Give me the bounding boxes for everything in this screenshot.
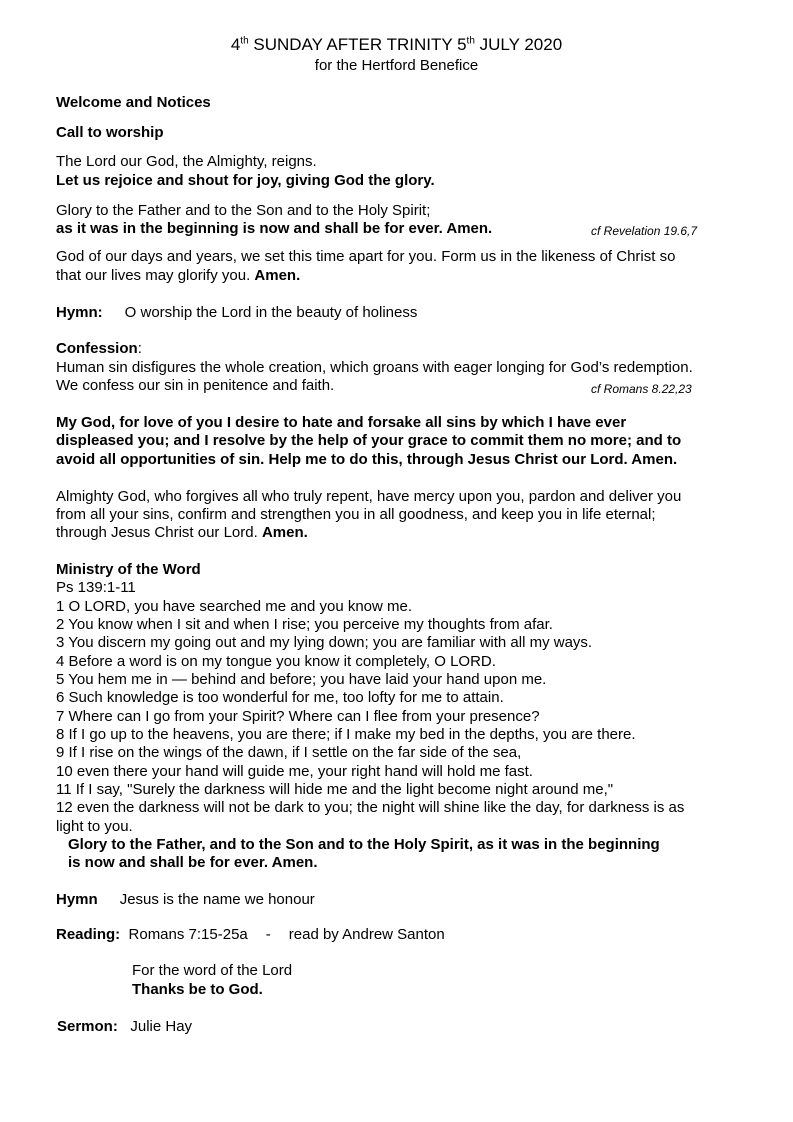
psalm-verse: 12 even the darkness will not be dark to you; the night will shine like the day, for darkness is as	[56, 799, 685, 816]
call-line-2: Let us rejoice and shout for joy, giving God the glory.	[56, 172, 435, 189]
reading-response-2: Thanks be to God.	[132, 981, 263, 998]
psalm-verse: 8 If I go up to the heavens, you are there; if I make my bed in the depths, you are there.	[56, 726, 636, 743]
psalm-verse: 7 Where can I go from your Spirit? Where can I flee from your presence?	[56, 708, 540, 725]
confession-prayer-line-2: displeased you; and I resolve by the help of your grace to commit them no more; and to	[56, 432, 682, 449]
opening-prayer-line-2: that our lives may glorify you. Amen.	[56, 267, 301, 284]
hymn-title: O worship the Lord in the beauty of holiness	[124, 304, 418, 321]
preacher: Julie Hay	[130, 1018, 193, 1035]
psalm-verse: 5 You hem me in — behind and before; you have laid your hand upon me.	[56, 671, 547, 688]
absolution-line-1: Almighty God, who forgives all who truly repent, have mercy upon you, pardon and deliver you	[56, 488, 682, 505]
call-to-worship-heading: Call to worship	[56, 124, 164, 141]
psalm-verse: light to you.	[56, 818, 133, 835]
hymn-title: Jesus is the name we honour	[119, 891, 315, 908]
psalm-verse: 4 Before a word is on my tongue you know it completely, O LORD.	[56, 653, 496, 670]
confession-heading: Confession:	[56, 340, 142, 357]
psalm-verse: 3 You discern my going out and my lying down; you are familiar with all my ways.	[56, 634, 593, 651]
sermon-line	[57, 1018, 192, 1036]
psalm-verse: 10 even there your hand will guide me, your right hand will hold me fast.	[56, 763, 533, 780]
revelation-reference: cf Revelation 19.6,7	[591, 224, 698, 238]
sermon-label: Sermon:	[57, 1018, 118, 1035]
hymn-label: Hymn	[56, 891, 98, 908]
hymn-label: Hymn:	[56, 304, 103, 321]
reading-text: Romans 7:15-25a	[128, 926, 248, 943]
psalm-verse: 2 You know when I sit and when I rise; you perceive my thoughts from afar.	[56, 616, 553, 633]
call-line-1: The Lord our God, the Almighty, reigns.	[56, 153, 317, 170]
psalm-reference: Ps 139:1-11	[56, 579, 136, 596]
psalm-verse: 1 O LORD, you have searched me and you know me.	[56, 598, 413, 615]
confession-line-2: We confess our sin in penitence and faith.	[56, 377, 335, 394]
psalm-verse: 6 Such knowledge is too wonderful for me, too lofty for me to attain.	[56, 689, 504, 706]
page-title: 4th SUNDAY AFTER TRINITY 5th JULY 2020	[230, 35, 563, 54]
welcome-heading: Welcome and Notices	[56, 94, 211, 111]
confession-prayer-line-1: My God, for love of you I desire to hate and forsake all sins by which I have ever	[56, 414, 627, 431]
confession-line-1: Human sin disfigures the whole creation, which groans with eager longing for God’s redemption.	[56, 359, 693, 376]
psalm-gloria-line-1: Glory to the Father, and to the Son and to the Holy Spirit, as it was in the beginning	[68, 836, 660, 853]
absolution-line-3: through Jesus Christ our Lord. Amen.	[56, 524, 308, 541]
reading-line: Reading: Romans 7:15-25a - read by Andrew Santon	[56, 926, 445, 943]
psalm-verse: 9 If I rise on the wings of the dawn, if I settle on the far side of the sea,	[56, 744, 522, 761]
hymn-1	[56, 304, 417, 322]
hymn-2	[56, 891, 315, 909]
gloria-line-2: as it was in the beginning is now and shall be for ever. Amen.	[56, 220, 493, 237]
reader: read by Andrew Santon	[288, 926, 445, 943]
gloria-line-1: Glory to the Father and to the Son and to the Holy Spirit;	[56, 202, 431, 219]
romans-reference: cf Romans 8.22,23	[591, 382, 692, 396]
psalm-verse: 11 If I say, "Surely the darkness will hide me and the light become night around me,"	[56, 781, 614, 798]
page-subtitle: for the Hertford Benefice	[314, 57, 479, 74]
absolution-line-2: from all your sins, confirm and strengthen you in all goodness, and keep you in life eternal;	[56, 506, 656, 523]
ministry-of-word-heading: Ministry of the Word	[56, 561, 201, 578]
opening-prayer-line-1: God of our days and years, we set this time apart for you. Form us in the likeness of Christ so	[56, 248, 676, 265]
reading-label: Reading:	[56, 926, 121, 943]
reading-response-1: For the word of the Lord	[132, 962, 293, 979]
psalm-gloria-line-2: is now and shall be for ever. Amen.	[68, 854, 318, 871]
confession-prayer-line-3: avoid all opportunities of sin. Help me to do this, through Jesus Christ our Lord. Amen.	[56, 451, 678, 468]
